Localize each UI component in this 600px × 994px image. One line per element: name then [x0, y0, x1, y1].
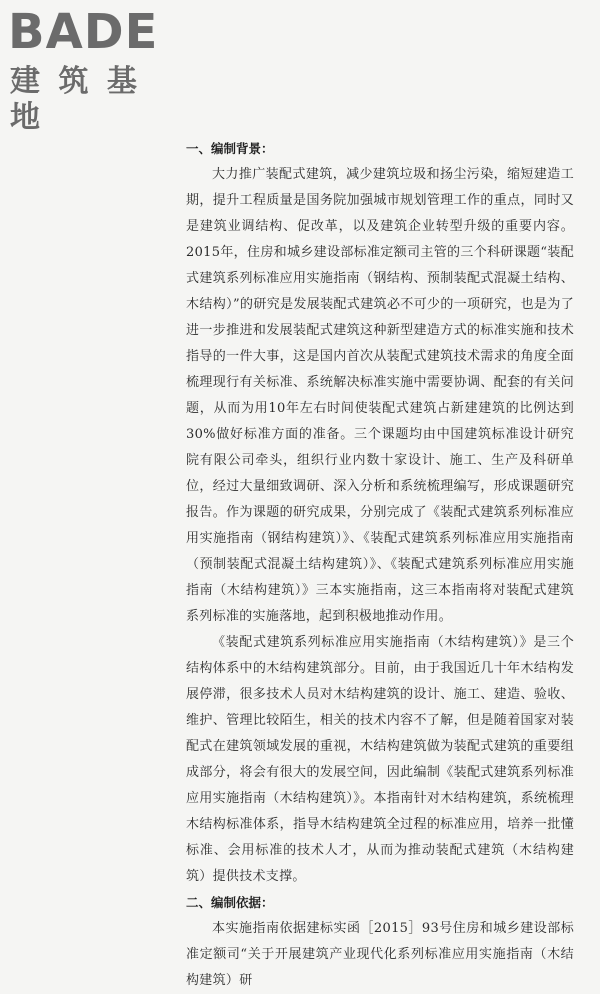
paragraph-basis-1: 本实施指南依据建标实函［2015］93号住房和城乡建设部标准定额司“关于开展建筑产业现代化系列标准应用实施指南（木结构建筑）研 [186, 921, 574, 988]
section-heading-basis: 二、编制依据： [186, 895, 274, 910]
logo-chinese-name: 建 筑 基 地 [10, 64, 141, 135]
paragraph-background-2: 《装配式建筑系列标准应用实施指南（木结构建筑）》是三个结构体系中的木结构建筑部分。目前，由于我国近几十年木结构发展停滞，很多技术人员对木结构建筑的设计、施工、建造、验收、维护、管理比较陌生，相关的技术内容不了解，但是随着国家对装配式在建筑领域发展的重视，木结构建筑做为装配式建筑的重要组成部分，将会有很大的发展空间，因此编制《装配式建筑系列标准应用实施指南（木结构建筑）》。本指南针对木结构建筑，系统梳理木结构标准体系，指导木结构建筑全过程的标准应用，培养一批懂标准、会用标准的技术人才，从而为推动装配式建筑（木结构建筑）提供技术支撑。 [186, 635, 574, 884]
section-heading-background: 一、编制背景： [186, 141, 274, 156]
logo [8, 4, 178, 135]
logo-wordmark: BADE [8, 4, 159, 60]
paragraph-background-1: 大力推广装配式建筑，减少建筑垃圾和扬尘污染，缩短建造工期，提升工程质量是国务院加强城市规划管理工作的重点，同时又是建筑业调结构、促改革，以及建筑企业转型升级的重要内容。2015年，住房和城乡建设部标准定额司主管的三个科研课题“装配式建筑系列标准应用实施指南（钢结构、预制装配式混凝土结构、木结构）”的研究是发展装配式建筑必不可少的一项研究，也是为了进一步推进和发展装配式建筑这种新型建造方式的标准实施和技术指导的一件大事，这是国内首次从装配式建筑技术需求的角度全面梳理现行有关标准、系统解决标准实施中需要协调、配套的有关问题，从而为用10年左右时间使装配式建筑占新建建筑的比例达到30%做好标准方面的准备。三个课题均由中国建筑标准设计研究院有限公司牵头，组织行业内数十家设计、施工、生产及科研单位，经过大量细致调研、深入分析和系统梳理编写，形成课题研究报告。作为课题的研究成果，分别完成了《装配式建筑系列标准应用实施指南（钢结构建筑）》、《装配式建筑系列标准应用实施指南（预制装配式混凝土结构建筑）》、《装配式建筑系列标准应用实施指南（木结构建筑）》三本实施指南，这三本指南将对装配式建筑系列标准的实施落地，起到积极地推动作用。 [186, 167, 574, 624]
document-body [186, 136, 574, 994]
